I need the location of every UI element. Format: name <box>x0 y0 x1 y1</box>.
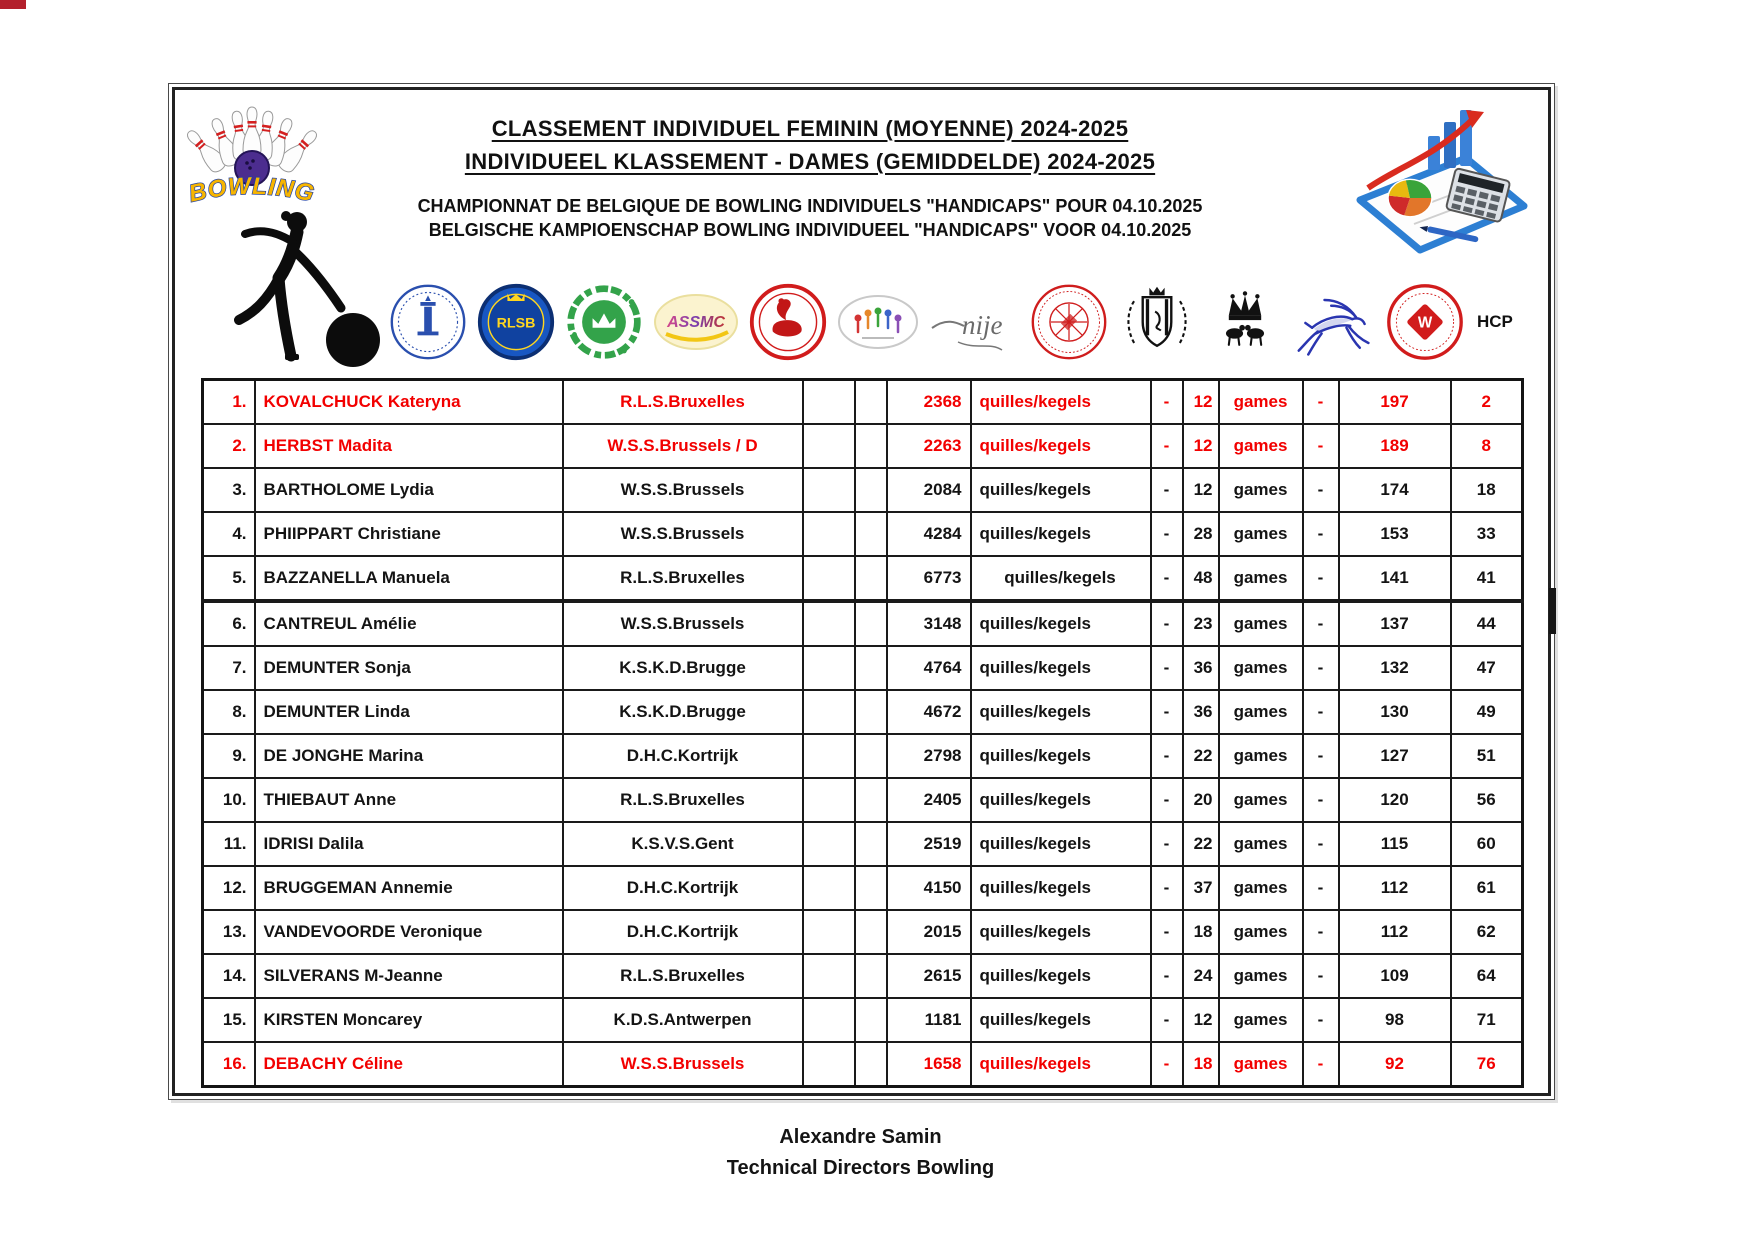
hcp-label: HCP <box>1476 312 1513 331</box>
handicap-cell: 49 <box>1451 690 1523 734</box>
rlsb-club-logo-icon <box>476 280 556 364</box>
subtitle-dutch: BELGISCHE KAMPIOENSCHAP BOWLING INDIVIDUEEL "HANDICAPS" VOOR 04.10.2025 <box>428 220 1192 241</box>
games-label-cell: games <box>1219 646 1303 690</box>
player-name-cell: SILVERANS M-Jeanne <box>255 954 563 998</box>
average-cell: 115 <box>1339 822 1451 866</box>
player-name-cell: THIEBAUT Anne <box>255 778 563 822</box>
club-cell: W.S.S.Brussels <box>563 512 803 556</box>
average-cell: 153 <box>1339 512 1451 556</box>
dash-cell: - <box>1151 1042 1183 1087</box>
pins-total-cell: 2084 <box>887 468 971 512</box>
games-label-cell: games <box>1219 954 1303 998</box>
player-name-cell: HERBST Madita <box>255 424 563 468</box>
handicap-cell: 51 <box>1451 734 1523 778</box>
empty-cell <box>803 822 855 866</box>
dash-cell: - <box>1303 734 1339 778</box>
games-count-cell: 12 <box>1183 424 1219 468</box>
svg-text:nije: nije <box>962 310 1003 340</box>
pins-total-cell: 4672 <box>887 690 971 734</box>
title-block <box>345 112 1275 243</box>
table-row <box>203 646 1523 690</box>
empty-cell <box>803 468 855 512</box>
average-cell: 189 <box>1339 424 1451 468</box>
games-label-cell: games <box>1219 424 1303 468</box>
player-name-cell: IDRISI Dalila <box>255 822 563 866</box>
club-cell: R.L.S.Bruxelles <box>563 954 803 998</box>
blue-antelope-club-logo-icon <box>1293 280 1377 364</box>
handicap-cell: 44 <box>1451 601 1523 646</box>
empty-cell <box>803 646 855 690</box>
rank-cell: 5. <box>203 556 255 601</box>
pins-total-cell: 2405 <box>887 778 971 822</box>
dash-cell: - <box>1151 778 1183 822</box>
unit-label-cell: quilles/kegels <box>971 866 1151 910</box>
club-cell: R.L.S.Bruxelles <box>563 380 803 425</box>
table-row <box>203 998 1523 1042</box>
games-label-cell: games <box>1219 380 1303 425</box>
table-row <box>203 424 1523 468</box>
club-logos-row <box>388 274 1513 370</box>
games-label-cell: games <box>1219 910 1303 954</box>
pie-chart-icon <box>1388 179 1432 216</box>
empty-cell <box>855 1042 887 1087</box>
table-row <box>203 556 1523 601</box>
dash-cell: - <box>1151 646 1183 690</box>
svg-text:BOWLING: BOWLING <box>186 172 318 208</box>
empty-cell <box>803 380 855 425</box>
rank-cell: 4. <box>203 512 255 556</box>
dash-cell: - <box>1151 822 1183 866</box>
games-count-cell: 28 <box>1183 512 1219 556</box>
rank-cell: 12. <box>203 866 255 910</box>
table-row <box>203 468 1523 512</box>
rank-cell: 1. <box>203 380 255 425</box>
club-cell: D.H.C.Kortrijk <box>563 910 803 954</box>
pins-total-cell: 6773 <box>887 556 971 601</box>
unit-label-cell: quilles/kegels <box>971 601 1151 646</box>
games-count-cell: 18 <box>1183 910 1219 954</box>
average-cell: 120 <box>1339 778 1451 822</box>
player-name-cell: DEMUNTER Linda <box>255 690 563 734</box>
handicap-cell: 62 <box>1451 910 1523 954</box>
empty-cell <box>855 556 887 601</box>
table-row <box>203 734 1523 778</box>
page-edge-mark <box>1549 588 1556 634</box>
empty-cell <box>855 910 887 954</box>
pins-total-cell: 4764 <box>887 646 971 690</box>
handicap-cell: 2 <box>1451 380 1523 425</box>
empty-cell <box>855 380 887 425</box>
games-count-cell: 22 <box>1183 734 1219 778</box>
player-name-cell: BAZZANELLA Manuela <box>255 556 563 601</box>
document-inner <box>172 87 1551 1096</box>
empty-cell <box>803 424 855 468</box>
signature-mark <box>928 280 1020 364</box>
player-name-cell: BARTHOLOME Lydia <box>255 468 563 512</box>
rank-cell: 7. <box>203 646 255 690</box>
rank-cell: 14. <box>203 954 255 998</box>
pins-total-cell: 2263 <box>887 424 971 468</box>
games-count-cell: 37 <box>1183 866 1219 910</box>
games-count-cell: 12 <box>1183 468 1219 512</box>
games-count-cell: 12 <box>1183 380 1219 425</box>
unit-label-cell: quilles/kegels <box>971 910 1151 954</box>
club-cell: R.L.S.Bruxelles <box>563 556 803 601</box>
pins-total-cell: 4150 <box>887 866 971 910</box>
player-name-cell: VANDEVOORDE Veronique <box>255 910 563 954</box>
document-border-box <box>168 83 1555 1100</box>
unit-label-cell: quilles/kegels <box>971 380 1151 425</box>
footer-author: Alexandre Samin <box>779 1126 942 1148</box>
unit-label-cell: quilles/kegels <box>971 734 1151 778</box>
games-label-cell: games <box>1219 690 1303 734</box>
pins-total-cell: 2015 <box>887 910 971 954</box>
club-cell: W.S.S.Brussels / D <box>563 424 803 468</box>
empty-cell <box>855 778 887 822</box>
unit-label-cell: quilles/kegels <box>971 512 1151 556</box>
games-label-cell: games <box>1219 734 1303 778</box>
empty-cell <box>855 866 887 910</box>
statistics-illustration <box>1344 102 1532 254</box>
pins-total-cell: 1181 <box>887 998 971 1042</box>
empty-cell <box>803 512 855 556</box>
figures-oval-club-logo-icon <box>836 280 920 364</box>
games-count-cell: 24 <box>1183 954 1219 998</box>
club-cell: D.H.C.Kortrijk <box>563 734 803 778</box>
club-cell: W.S.S.Brussels <box>563 468 803 512</box>
pins-total-cell: 1658 <box>887 1042 971 1087</box>
club-cell: R.L.S.Bruxelles <box>563 778 803 822</box>
footer-role: Technical Directors Bowling <box>726 1157 995 1179</box>
dash-cell: - <box>1151 910 1183 954</box>
unit-label-cell: quilles/kegels <box>971 822 1151 866</box>
empty-cell <box>803 1042 855 1087</box>
unit-label-cell: quilles/kegels <box>971 690 1151 734</box>
dash-cell: - <box>1303 380 1339 425</box>
club-cell: K.S.K.D.Brugge <box>563 646 803 690</box>
games-count-cell: 20 <box>1183 778 1219 822</box>
handicap-cell: 60 <box>1451 822 1523 866</box>
lion-shield-club-logo-icon <box>1117 280 1197 364</box>
handicap-cell: 8 <box>1451 424 1523 468</box>
rank-cell: 3. <box>203 468 255 512</box>
handicap-cell: 41 <box>1451 556 1523 601</box>
handicap-cell: 18 <box>1451 468 1523 512</box>
empty-cell <box>803 954 855 998</box>
average-cell: 127 <box>1339 734 1451 778</box>
games-count-cell: 36 <box>1183 646 1219 690</box>
table-row <box>203 1042 1523 1087</box>
empty-cell <box>855 468 887 512</box>
games-count-cell: 48 <box>1183 556 1219 601</box>
unit-label-cell: quilles/kegels <box>971 954 1151 998</box>
handicap-cell: 61 <box>1451 866 1523 910</box>
ranking-table-body <box>203 380 1523 1087</box>
svg-text:W: W <box>1417 314 1433 332</box>
average-cell: 112 <box>1339 866 1451 910</box>
bowling-logo <box>185 102 320 214</box>
empty-cell <box>803 910 855 954</box>
table-row <box>203 380 1523 425</box>
dash-cell: - <box>1151 424 1183 468</box>
games-count-cell: 36 <box>1183 690 1219 734</box>
table-row <box>203 778 1523 822</box>
unit-label-cell: quilles/kegels <box>971 998 1151 1042</box>
table-row <box>203 690 1523 734</box>
dash-cell: - <box>1303 424 1339 468</box>
average-cell: 112 <box>1339 910 1451 954</box>
games-label-cell: games <box>1219 601 1303 646</box>
player-name-cell: KIRSTEN Moncarey <box>255 998 563 1042</box>
dash-cell: - <box>1303 690 1339 734</box>
empty-cell <box>803 998 855 1042</box>
dash-cell: - <box>1303 556 1339 601</box>
games-label-cell: games <box>1219 822 1303 866</box>
player-name-cell: DEMUNTER Sonja <box>255 646 563 690</box>
unit-label-cell: quilles/kegels <box>971 468 1151 512</box>
player-name-cell: CANTREUL Amélie <box>255 601 563 646</box>
table-row <box>203 954 1523 998</box>
table-row <box>203 822 1523 866</box>
unit-label-cell: quilles/kegels <box>971 556 1151 601</box>
rank-cell: 2. <box>203 424 255 468</box>
svg-text:ASSMC: ASSMC <box>667 314 726 331</box>
ranking-table-wrap <box>201 378 1524 1088</box>
red-castle-badge-club-logo-icon <box>1385 280 1465 364</box>
empty-cell <box>803 866 855 910</box>
pins-total-cell: 3148 <box>887 601 971 646</box>
dash-cell: - <box>1151 601 1183 646</box>
player-name-cell: KOVALCHUCK Kateryna <box>255 380 563 425</box>
dash-cell: - <box>1303 822 1339 866</box>
average-cell: 141 <box>1339 556 1451 601</box>
title-dutch: INDIVIDUEEL KLASSEMENT - DAMES (GEMIDDELDE) 2024-2025 <box>464 149 1156 174</box>
average-cell: 174 <box>1339 468 1451 512</box>
dash-cell: - <box>1151 954 1183 998</box>
unit-label-cell: quilles/kegels <box>971 424 1151 468</box>
subtitle-french: CHAMPIONNAT DE BELGIQUE DE BOWLING INDIVIDUELS "HANDICAPS" POUR 04.10.2025 <box>417 196 1203 216</box>
rank-cell: 16. <box>203 1042 255 1087</box>
dash-cell: - <box>1303 778 1339 822</box>
dash-cell: - <box>1303 646 1339 690</box>
empty-cell <box>803 601 855 646</box>
empty-cell <box>855 690 887 734</box>
rank-cell: 13. <box>203 910 255 954</box>
handicap-cell: 71 <box>1451 998 1523 1042</box>
games-count-cell: 22 <box>1183 822 1219 866</box>
pins-total-cell: 2368 <box>887 380 971 425</box>
player-name-cell: BRUGGEMAN Annemie <box>255 866 563 910</box>
handicap-cell: 33 <box>1451 512 1523 556</box>
club-cell: K.S.K.D.Brugge <box>563 690 803 734</box>
rank-cell: 10. <box>203 778 255 822</box>
average-cell: 109 <box>1339 954 1451 998</box>
games-label-cell: games <box>1219 556 1303 601</box>
average-cell: 197 <box>1339 380 1451 425</box>
pins-total-cell: 2798 <box>887 734 971 778</box>
assmc-club-logo-icon <box>652 280 740 364</box>
dash-cell: - <box>1303 910 1339 954</box>
club-cell: K.D.S.Antwerpen <box>563 998 803 1042</box>
club-cell: W.S.S.Brussels <box>563 601 803 646</box>
handicap-cell: 64 <box>1451 954 1523 998</box>
average-cell: 92 <box>1339 1042 1451 1087</box>
empty-cell <box>855 998 887 1042</box>
average-cell: 130 <box>1339 690 1451 734</box>
average-cell: 137 <box>1339 601 1451 646</box>
empty-cell <box>855 512 887 556</box>
games-count-cell: 23 <box>1183 601 1219 646</box>
rank-cell: 6. <box>203 601 255 646</box>
empty-cell <box>855 646 887 690</box>
unit-label-cell: quilles/kegels <box>971 1042 1151 1087</box>
games-label-cell: games <box>1219 468 1303 512</box>
games-label-cell: games <box>1219 998 1303 1042</box>
empty-cell <box>803 690 855 734</box>
dash-cell: - <box>1303 954 1339 998</box>
rank-cell: 11. <box>203 822 255 866</box>
player-name-cell: PHIIPPART Christiane <box>255 512 563 556</box>
dash-cell: - <box>1151 380 1183 425</box>
table-row <box>203 512 1523 556</box>
red-seal-club-logo-icon <box>1029 280 1109 364</box>
dash-cell: - <box>1151 866 1183 910</box>
pins-total-cell: 2519 <box>887 822 971 866</box>
dash-cell: - <box>1151 998 1183 1042</box>
handicap-cell: 47 <box>1451 646 1523 690</box>
empty-cell <box>803 734 855 778</box>
club-cell: D.H.C.Kortrijk <box>563 866 803 910</box>
rank-cell: 8. <box>203 690 255 734</box>
dash-cell: - <box>1303 601 1339 646</box>
monument-club-logo-icon <box>388 280 468 364</box>
rank-cell: 9. <box>203 734 255 778</box>
green-crown-club-logo-icon <box>564 280 644 364</box>
red-swan-club-logo-icon <box>748 280 828 364</box>
games-label-cell: games <box>1219 778 1303 822</box>
scan-corner-artifact <box>0 0 26 9</box>
empty-cell <box>803 556 855 601</box>
dash-cell: - <box>1151 734 1183 778</box>
games-count-cell: 18 <box>1183 1042 1219 1087</box>
handicap-cell: 56 <box>1451 778 1523 822</box>
crown-goats-club-logo-icon <box>1205 280 1285 364</box>
subtitle-block <box>345 194 1275 243</box>
average-cell: 98 <box>1339 998 1451 1042</box>
unit-label-cell: quilles/kegels <box>971 646 1151 690</box>
unit-label-cell: quilles/kegels <box>971 778 1151 822</box>
empty-cell <box>855 734 887 778</box>
rank-cell: 15. <box>203 998 255 1042</box>
player-name-cell: DEBACHY Céline <box>255 1042 563 1087</box>
table-row <box>203 910 1523 954</box>
dash-cell: - <box>1303 866 1339 910</box>
dash-cell: - <box>1151 468 1183 512</box>
dash-cell: - <box>1303 998 1339 1042</box>
empty-cell <box>855 601 887 646</box>
club-cell: K.S.V.S.Gent <box>563 822 803 866</box>
games-count-cell: 12 <box>1183 998 1219 1042</box>
title-french: CLASSEMENT INDIVIDUEL FEMININ (MOYENNE) 2024-2025 <box>491 116 1129 141</box>
empty-cell <box>855 954 887 998</box>
empty-cell <box>803 778 855 822</box>
footer <box>168 1122 1553 1184</box>
dash-cell: - <box>1151 556 1183 601</box>
dash-cell: - <box>1151 690 1183 734</box>
pins-total-cell: 2615 <box>887 954 971 998</box>
dash-cell: - <box>1303 512 1339 556</box>
table-row <box>203 866 1523 910</box>
empty-cell <box>855 424 887 468</box>
dash-cell: - <box>1151 512 1183 556</box>
ranking-table <box>201 378 1524 1088</box>
average-cell: 132 <box>1339 646 1451 690</box>
games-label-cell: games <box>1219 1042 1303 1087</box>
handicap-cell: 76 <box>1451 1042 1523 1087</box>
games-label-cell: games <box>1219 512 1303 556</box>
club-cell: W.S.S.Brussels <box>563 1042 803 1087</box>
empty-cell <box>855 822 887 866</box>
dash-cell: - <box>1303 468 1339 512</box>
svg-text:RLSB: RLSB <box>496 315 536 332</box>
dash-cell: - <box>1303 1042 1339 1087</box>
table-row <box>203 601 1523 646</box>
pins-total-cell: 4284 <box>887 512 971 556</box>
games-label-cell: games <box>1219 866 1303 910</box>
player-name-cell: DE JONGHE Marina <box>255 734 563 778</box>
